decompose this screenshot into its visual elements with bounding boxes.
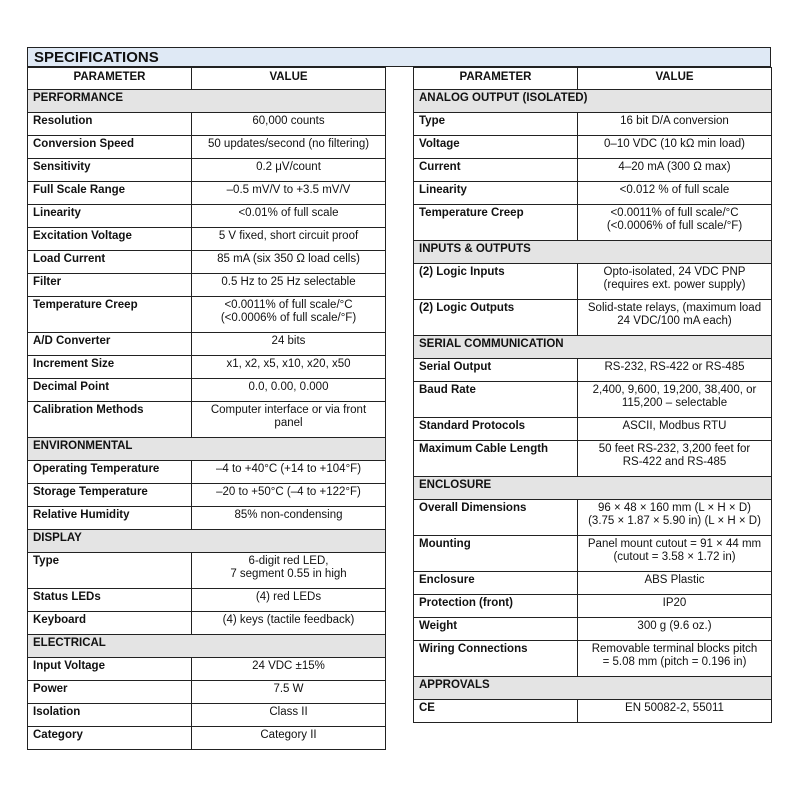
spec-table-right <box>413 67 772 723</box>
table-row <box>414 641 772 677</box>
value-cell: Panel mount cutout = 91 × 44 mm (cutout = 3.58 × 1.72 in) <box>578 536 772 572</box>
parameter-cell: CE <box>414 700 578 723</box>
table-row <box>28 681 386 704</box>
section-header-row <box>414 477 772 500</box>
table-row <box>28 136 386 159</box>
value-cell: 60,000 counts <box>192 113 386 136</box>
table-row <box>414 300 772 336</box>
table-row <box>28 612 386 635</box>
parameter-cell: Temperature Creep <box>28 297 192 333</box>
parameter-cell: Full Scale Range <box>28 182 192 205</box>
section-header-row <box>414 677 772 700</box>
table-row <box>28 658 386 681</box>
table-row <box>414 382 772 418</box>
table-row <box>414 418 772 441</box>
value-cell: 85 mA (six 350 Ω load cells) <box>192 251 386 274</box>
parameter-cell: Filter <box>28 274 192 297</box>
specifications-sheet <box>27 47 771 747</box>
table-row <box>28 228 386 251</box>
table-row <box>414 618 772 641</box>
value-cell: <0.0011% of full scale/°C (<0.0006% of full scale/°F) <box>192 297 386 333</box>
value-cell: Category II <box>192 727 386 750</box>
table-row <box>28 159 386 182</box>
parameter-cell: Keyboard <box>28 612 192 635</box>
section-header-row <box>28 635 386 658</box>
value-cell: 85% non-condensing <box>192 507 386 530</box>
section-header-row <box>28 530 386 553</box>
table-row <box>414 136 772 159</box>
table-row <box>414 700 772 723</box>
table-row <box>414 572 772 595</box>
value-cell: 5 V fixed, short circuit proof <box>192 228 386 251</box>
parameter-cell: Weight <box>414 618 578 641</box>
parameter-cell: Type <box>28 553 192 589</box>
value-cell: 96 × 48 × 160 mm (L × H × D) (3.75 × 1.87 × 5.90 in) (L × H × D) <box>578 500 772 536</box>
section-header-row <box>28 438 386 461</box>
parameter-cell: Serial Output <box>414 359 578 382</box>
value-cell: (4) keys (tactile feedback) <box>192 612 386 635</box>
parameter-cell: Type <box>414 113 578 136</box>
spec-columns <box>27 67 771 747</box>
value-cell: 16 bit D/A conversion <box>578 113 772 136</box>
section-header-row <box>28 90 386 113</box>
parameter-cell: Category <box>28 727 192 750</box>
value-cell: –0.5 mV/V to +3.5 mV/V <box>192 182 386 205</box>
parameter-cell: Calibration Methods <box>28 402 192 438</box>
value-cell: EN 50082-2, 55011 <box>578 700 772 723</box>
parameter-cell: Status LEDs <box>28 589 192 612</box>
table-row <box>28 704 386 727</box>
table-row <box>414 264 772 300</box>
value-cell: ABS Plastic <box>578 572 772 595</box>
table-row <box>28 113 386 136</box>
parameter-cell: Enclosure <box>414 572 578 595</box>
parameter-cell: (2) Logic Inputs <box>414 264 578 300</box>
table-row <box>414 441 772 477</box>
parameter-cell: Temperature Creep <box>414 205 578 241</box>
value-cell: ASCII, Modbus RTU <box>578 418 772 441</box>
parameter-cell: Conversion Speed <box>28 136 192 159</box>
section-title: APPROVALS <box>414 677 772 700</box>
table-row <box>414 359 772 382</box>
value-cell: 50 feet RS-232, 3,200 feet for RS-422 and RS-485 <box>578 441 772 477</box>
section-header-row <box>414 90 772 113</box>
table-header-row <box>28 68 386 90</box>
table-row <box>414 536 772 572</box>
section-header-row <box>414 241 772 264</box>
table-row <box>28 589 386 612</box>
parameter-cell: Load Current <box>28 251 192 274</box>
value-header: VALUE <box>578 68 772 90</box>
table-row <box>28 356 386 379</box>
parameter-cell: Standard Protocols <box>414 418 578 441</box>
parameter-cell: Storage Temperature <box>28 484 192 507</box>
value-cell: x1, x2, x5, x10, x20, x50 <box>192 356 386 379</box>
section-title: ANALOG OUTPUT (ISOLATED) <box>414 90 772 113</box>
value-cell: 7.5 W <box>192 681 386 704</box>
table-row <box>28 251 386 274</box>
value-cell: 4–20 mA (300 Ω max) <box>578 159 772 182</box>
section-title: PERFORMANCE <box>28 90 386 113</box>
value-cell: <0.0011% of full scale/°C (<0.0006% of full scale/°F) <box>578 205 772 241</box>
value-cell: 0.2 μV/count <box>192 159 386 182</box>
section-title: ENCLOSURE <box>414 477 772 500</box>
parameter-cell: Baud Rate <box>414 382 578 418</box>
value-cell: <0.012 % of full scale <box>578 182 772 205</box>
value-cell: Opto-isolated, 24 VDC PNP (requires ext. power supply) <box>578 264 772 300</box>
value-cell: RS-232, RS-422 or RS-485 <box>578 359 772 382</box>
table-row <box>28 553 386 589</box>
value-cell: 50 updates/second (no filtering) <box>192 136 386 159</box>
spec-table-left <box>27 67 386 750</box>
parameter-cell: A/D Converter <box>28 333 192 356</box>
parameter-header: PARAMETER <box>28 68 192 90</box>
table-row <box>414 205 772 241</box>
value-cell: 0.5 Hz to 25 Hz selectable <box>192 274 386 297</box>
parameter-cell: Relative Humidity <box>28 507 192 530</box>
table-row <box>28 484 386 507</box>
table-row <box>28 727 386 750</box>
value-cell: Solid-state relays, (maximum load 24 VDC/100 mA each) <box>578 300 772 336</box>
table-row <box>414 182 772 205</box>
value-cell: (4) red LEDs <box>192 589 386 612</box>
section-title: ELECTRICAL <box>28 635 386 658</box>
table-header-row <box>414 68 772 90</box>
parameter-cell: Protection (front) <box>414 595 578 618</box>
specifications-title: SPECIFICATIONS <box>27 47 771 67</box>
value-cell: 24 bits <box>192 333 386 356</box>
table-row <box>28 507 386 530</box>
value-cell: –20 to +50°C (–4 to +122°F) <box>192 484 386 507</box>
section-title: SERIAL COMMUNICATION <box>414 336 772 359</box>
table-row <box>28 461 386 484</box>
value-cell: Computer interface or via front panel <box>192 402 386 438</box>
value-cell: Class II <box>192 704 386 727</box>
parameter-cell: Input Voltage <box>28 658 192 681</box>
table-row <box>28 297 386 333</box>
value-header: VALUE <box>192 68 386 90</box>
parameter-cell: Mounting <box>414 536 578 572</box>
parameter-cell: Linearity <box>414 182 578 205</box>
table-row <box>414 113 772 136</box>
table-row <box>414 595 772 618</box>
value-cell: 2,400, 9,600, 19,200, 38,400, or 115,200 – selectable <box>578 382 772 418</box>
value-cell: IP20 <box>578 595 772 618</box>
parameter-cell: Power <box>28 681 192 704</box>
table-row <box>28 182 386 205</box>
parameter-header: PARAMETER <box>414 68 578 90</box>
parameter-cell: Isolation <box>28 704 192 727</box>
value-cell: –4 to +40°C (+14 to +104°F) <box>192 461 386 484</box>
value-cell: 300 g (9.6 oz.) <box>578 618 772 641</box>
value-cell: Removable terminal blocks pitch = 5.08 mm (pitch = 0.196 in) <box>578 641 772 677</box>
parameter-cell: Decimal Point <box>28 379 192 402</box>
parameter-cell: Resolution <box>28 113 192 136</box>
section-title: DISPLAY <box>28 530 386 553</box>
parameter-cell: Operating Temperature <box>28 461 192 484</box>
table-row <box>28 333 386 356</box>
value-cell: 0.0, 0.00, 0.000 <box>192 379 386 402</box>
table-row <box>28 402 386 438</box>
table-row <box>414 500 772 536</box>
parameter-cell: Current <box>414 159 578 182</box>
parameter-cell: Excitation Voltage <box>28 228 192 251</box>
parameter-cell: Increment Size <box>28 356 192 379</box>
section-title: INPUTS & OUTPUTS <box>414 241 772 264</box>
value-cell: 6-digit red LED, 7 segment 0.55 in high <box>192 553 386 589</box>
parameter-cell: Maximum Cable Length <box>414 441 578 477</box>
parameter-cell: Overall Dimensions <box>414 500 578 536</box>
value-cell: <0.01% of full scale <box>192 205 386 228</box>
parameter-cell: Sensitivity <box>28 159 192 182</box>
table-row <box>28 379 386 402</box>
value-cell: 24 VDC ±15% <box>192 658 386 681</box>
value-cell: 0–10 VDC (10 kΩ min load) <box>578 136 772 159</box>
parameter-cell: Voltage <box>414 136 578 159</box>
parameter-cell: Linearity <box>28 205 192 228</box>
table-row <box>414 159 772 182</box>
table-row <box>28 205 386 228</box>
table-row <box>28 274 386 297</box>
parameter-cell: Wiring Connections <box>414 641 578 677</box>
section-title: ENVIRONMENTAL <box>28 438 386 461</box>
parameter-cell: (2) Logic Outputs <box>414 300 578 336</box>
section-header-row <box>414 336 772 359</box>
